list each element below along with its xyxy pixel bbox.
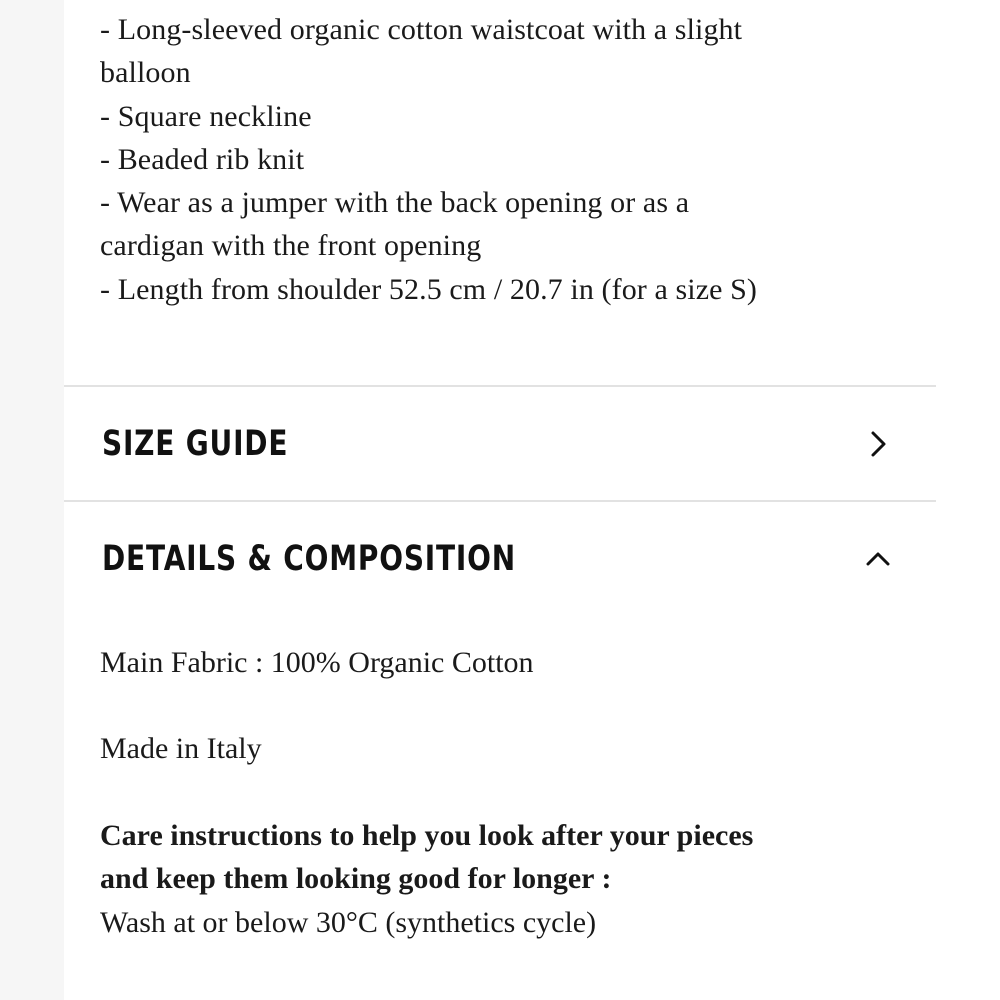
details-composition-title: DETAILS & COMPOSITION	[102, 539, 516, 579]
description-line: cardigan with the front opening	[100, 229, 482, 263]
description-line: - Wear as a jumper with the back opening or as a	[100, 186, 690, 220]
divider	[64, 385, 936, 387]
details-composition-toggle[interactable]	[64, 503, 936, 615]
care-heading: and keep them looking good for longer :	[100, 862, 612, 896]
description-line: - Square neckline	[100, 99, 312, 133]
description-line: balloon	[100, 56, 191, 90]
description-line: - Beaded rib knit	[100, 142, 305, 176]
care-heading: Care instructions to help you look after your pieces	[100, 819, 754, 852]
size-guide-title: SIZE GUIDE	[102, 424, 289, 464]
main-fabric-text: Main Fabric : 100% Organic Cotton	[100, 646, 534, 679]
description-line: - Length from shoulder 52.5 cm / 20.7 in (for a size S)	[100, 272, 758, 306]
product-description	[100, 8, 920, 311]
size-guide-toggle[interactable]	[64, 388, 936, 500]
left-gutter	[0, 0, 64, 1000]
chevron-up-icon[interactable]	[864, 545, 892, 573]
care-instructions	[100, 814, 920, 944]
description-line: - Long-sleeved organic cotton waistcoat with a slight	[100, 13, 743, 46]
chevron-right-icon[interactable]	[864, 430, 892, 458]
origin-text: Made in Italy	[100, 732, 262, 765]
divider	[64, 500, 936, 502]
care-wash-text: Wash at or below 30°C (synthetics cycle)	[100, 905, 597, 939]
